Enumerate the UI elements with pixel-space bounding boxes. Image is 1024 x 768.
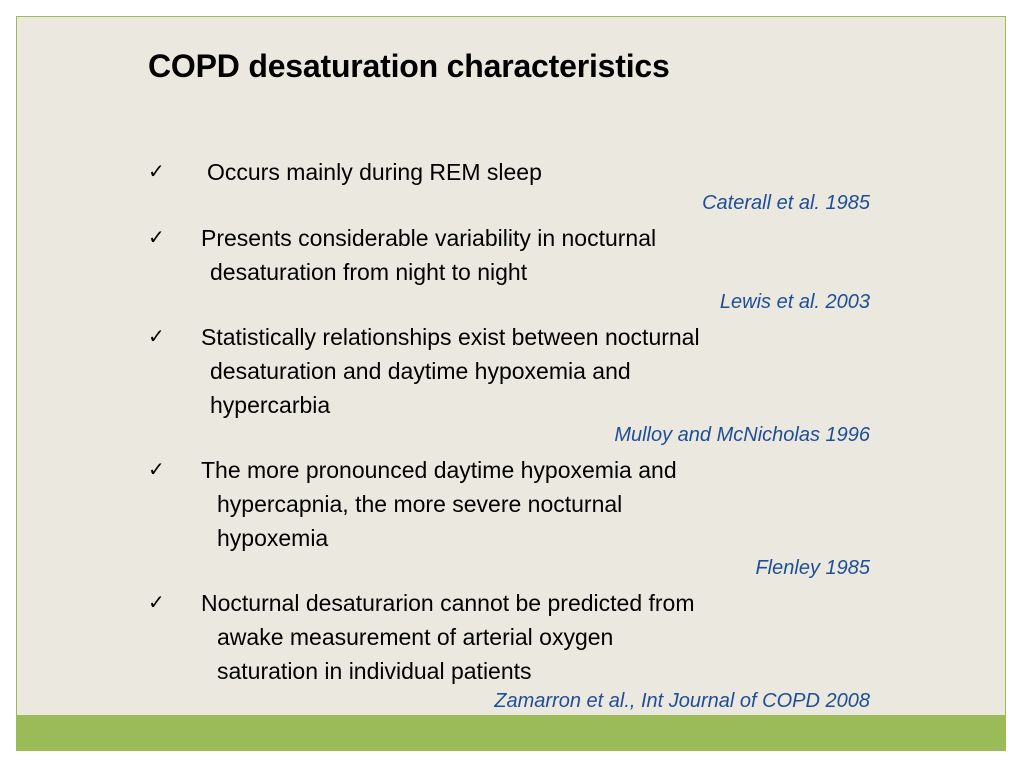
checkmark-icon: ✓ <box>148 326 165 348</box>
bullet-line: hypercapnia, the more severe nocturnal <box>217 491 623 517</box>
citation: Flenley 1985 <box>755 557 870 579</box>
bottom-accent-bar <box>16 715 1006 751</box>
checkmark-icon: ✓ <box>148 227 165 249</box>
bullet-line: Nocturnal desaturarion cannot be predicted from <box>201 590 695 616</box>
bullet-line: desaturation from night to night <box>210 259 528 285</box>
checkmark-icon: ✓ <box>148 459 165 481</box>
citation: Mulloy and McNicholas 1996 <box>614 424 870 446</box>
bullet-line: Presents considerable variability in nocturnal <box>201 225 657 251</box>
citation: Zamarron et al., Int Journal of COPD 2008 <box>494 690 870 712</box>
bullet-line: hypercarbia <box>210 392 331 418</box>
bullet-line: hypoxemia <box>217 525 329 551</box>
bullet-line: Statistically relationships exist between nocturnal <box>201 324 700 350</box>
bullet-line: saturation in individual patients <box>217 658 532 684</box>
checkmark-icon: ✓ <box>148 161 165 183</box>
bullet-line: Occurs mainly during REM sleep <box>207 159 542 185</box>
slide-title: COPD desaturation characteristics <box>148 48 670 84</box>
bullet-line: desaturation and daytime hypoxemia and <box>210 358 631 384</box>
citation: Lewis et al. 2003 <box>719 291 870 313</box>
bullet-line: The more pronounced daytime hypoxemia and <box>201 457 677 483</box>
checkmark-icon: ✓ <box>148 592 165 614</box>
citation: Caterall et al. 1985 <box>702 192 870 214</box>
bullet-line: awake measurement of arterial oxygen <box>217 624 614 650</box>
